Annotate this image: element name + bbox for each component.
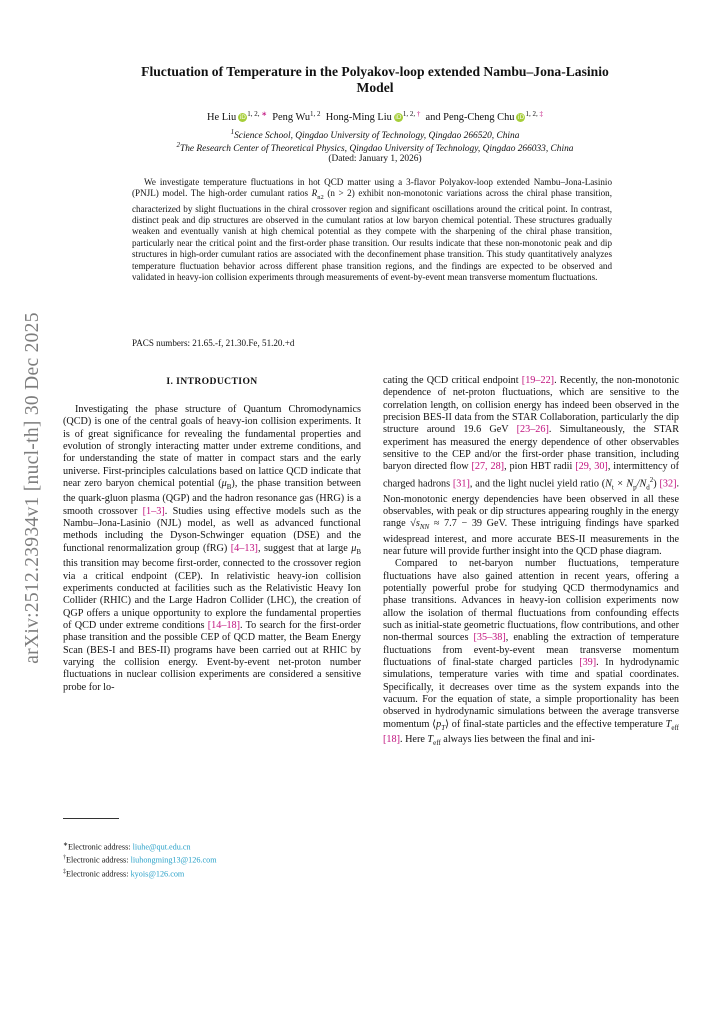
author-name: Peng-Cheng Chu <box>443 112 515 123</box>
dated-line: (Dated: January 1, 2026) <box>328 154 422 164</box>
affiliation-1 <box>70 128 680 141</box>
abstract-text: exhibit non-monotonic variations across the chiral phase transition, characterized by slight fluctuations in the chiral crossover region and significant oscillations around the critical point. In contrast, distinct peak and dip structures are observed in the cumulant ratios at low baryon chemical potential. These structures gradually weaken and eventually vanish at high chemical potential as they compete with the sharpening of the chiral phase transition, particularly near the critical point and the first-order phase transition. Our results indicate that these non-monotonic peak and dip structures in high-order cumulant ratios are associated with the deconfinement phase transition. This study quantitatively analyzes temperature fluctuation behavior across different phase transition regions, and the findings are expected to be observed and validated in heavy-ion collision experiments through measurements of event-by-event mean transverse momentum fluctuations. <box>132 188 612 283</box>
paragraph <box>383 375 679 558</box>
body-text: cating the QCD critical endpoint <box>383 375 522 386</box>
arxiv-stamp-text: arXiv:2512.23934v1 [nucl-th] 30 Dec 2025 <box>22 312 43 664</box>
math-ratio: /N <box>636 478 647 490</box>
citation-link[interactable]: [23–26] <box>516 424 549 436</box>
author-footnote-mark[interactable]: ∗ <box>261 110 268 118</box>
footnote-label: Electronic address: <box>66 856 131 866</box>
footnote-mark: † <box>63 855 66 862</box>
body-text: , and the light nuclei yield ratio ( <box>469 478 606 490</box>
body-text: . Recently, the non-monotonic dependence of net-proton fluctuations, which are sensitive to the correlation length, on collision energy has indeed been observed in the precision BES-II data from the STAR Collaboration, particularly the dip structure around 19.6 GeV <box>383 375 680 436</box>
footnotes <box>63 840 217 880</box>
body-text: . In hydrodynamic simulations, temperature varies with time and spatial coordinates. Specifically, it decreases over time as the system expands into the vacuum. For the equation of state, a simple proportionality has been observed in hydrodynamic simulations between the average transverse momentum ⟨ <box>383 657 679 730</box>
author-list <box>70 110 680 123</box>
body-text: always lies between the final and ini- <box>440 734 595 746</box>
footnote-divider <box>63 818 119 819</box>
body-text: ≈ 7.7 − 39 GeV. These intriguing findings have sparked widespread interest, and more accurate BES-II measurements in the near future will provide further insight into the QCD phase diagram. <box>383 518 680 557</box>
math-pt: p <box>436 718 442 730</box>
body-text: Investigating the phase structure of Quantum Chromodynamics (QCD) is one of the central goals of heavy-ion collision experiments. It is of great significance for revealing the fundamental properties and evolution of strongly interacting matter under extreme conditions, and for understanding the state of matter in compact stars and the early universe. First-principles calculations based on lattice QCD indicate that near zero baryon chemical potential ( <box>63 404 361 490</box>
author-affil-sup: 1, 2, <box>525 110 540 118</box>
title-line-2: Model <box>356 80 394 95</box>
citation-link[interactable]: [19–22] <box>521 375 555 386</box>
email-link[interactable]: liuhe@qut.edu.cn <box>132 842 191 852</box>
footnote-mark: ∗ <box>63 842 69 848</box>
paragraph <box>63 404 361 694</box>
author-affil-sup: 1, 2 <box>310 110 321 118</box>
title-line-1: Fluctuation of Temperature in the Polyakov-loop extended Nambu–Jona-Lasinio <box>141 64 609 79</box>
math-sub: B <box>356 547 361 556</box>
citation-link[interactable]: [1–3] <box>142 505 165 517</box>
math-sub: NN <box>419 523 430 532</box>
author-footnote-mark[interactable]: ‡ <box>539 110 543 118</box>
citation-link[interactable]: [32] <box>659 478 677 490</box>
footnote <box>63 867 217 880</box>
math-mu: μ <box>351 542 357 554</box>
email-link[interactable]: liuhongming13@126.com <box>130 856 217 866</box>
abstract-math-sub: n2 <box>317 194 324 202</box>
affiliation-text: Science School, Qingdao University of Technology, Qingdao 266520, China <box>234 131 520 141</box>
email-link[interactable]: kyois@126.com <box>130 869 185 879</box>
footnote <box>63 853 217 866</box>
math-sub: eff <box>671 723 679 732</box>
author-footnote-mark[interactable]: † <box>416 110 421 118</box>
abstract-math: R <box>311 188 318 199</box>
math-ratio: ) <box>653 478 657 490</box>
footnote-mark: ‡ <box>63 868 66 875</box>
math-sup: 2 <box>649 475 654 484</box>
paragraph <box>383 558 679 749</box>
section-heading: I. INTRODUCTION <box>166 376 258 387</box>
body-text: , pion HBT radii <box>504 461 576 473</box>
body-text: . Non-monotonic energy dependencies have been observed in all these observables, with peak or dip structures appearing roughly in the energy range <box>383 478 680 530</box>
author-name: Hong-Ming Liu <box>325 112 392 123</box>
math-sub: t <box>611 483 614 492</box>
paper-title <box>70 64 680 96</box>
math-teff: T <box>665 718 672 730</box>
affiliation-sup: 1 <box>230 128 235 136</box>
affiliation-sup: 2 <box>176 141 181 149</box>
math-sqrt: √s <box>410 518 420 530</box>
body-text: . Here <box>399 734 428 746</box>
body-text: Compared to net-baryon number fluctuations, temperature fluctuations have also gained attention in recent years, offering a potentially powerful probe for studying QCD thermodynamics and phase transitions. Advances in heavy-ion collision experiments now allow the isolation of thermal fluctuations from confounding effects such as initial-state geometric fluctuations, flow contributions, and other non-thermal sources <box>383 558 679 644</box>
abstract <box>132 177 612 283</box>
right-column <box>383 375 679 749</box>
orcid-icon[interactable]: iD <box>517 114 525 121</box>
author-name: He Liu <box>207 112 237 123</box>
footnote-label: Electronic address: <box>66 869 131 879</box>
orcid-icon[interactable]: iD <box>239 114 246 121</box>
abstract-math: (n > 2) <box>323 188 355 199</box>
math-sub: B <box>226 483 232 492</box>
pacs-numbers: PACS numbers: 21.65.-f, 21.30.Fe, 51.20.+d <box>132 338 295 348</box>
body-text: this transition may become first-order, connected to the crossover region via a critical endpoint (CEP). In relativistic heavy-ion collision experiments conducted at facilities such as the Relativistic Heavy Ion Collider (RHIC) and the Large Hadron Collider (LHC), the creation of QGP offers a unique opportunity to explore the fundamental properties of QCD under extreme conditions <box>63 558 361 631</box>
body-text: ), the phase transition between the quark-gluon plasma (QGP) and the hadron resonance gas (HRG) is a smooth crossover <box>63 478 361 517</box>
body-text: , suggest that at large <box>257 542 352 554</box>
math-ratio: × N <box>613 478 634 490</box>
affiliation-2 <box>70 141 680 154</box>
math-sub: T <box>441 723 446 732</box>
body-text: . Simultaneously, the STAR experiment has measured the energy dependence of other observables sensitive to the CEP and/or the first-order phase transition, including baryon directed flow <box>383 424 679 473</box>
citation-link[interactable]: [39] <box>579 657 597 669</box>
body-text: , enabling the extraction of temperature fluctuations from event-by-event mean transverse momentum fluctuations of final-state charged particles <box>383 632 680 669</box>
citation-link[interactable]: [14–18] <box>207 619 241 631</box>
body-text: . Studies using effective models such as the Nambu–Jona-Lasinio (NJL) model, as well as advanced functional methods including the Dyson-Schwinger equation (DSE) and the functional renormalization group (fRG) <box>63 505 361 554</box>
footnote <box>63 840 217 853</box>
body-text: . To search for the first-order phase transition and the possible CEP of QCD matter, the Beam Energy Scan (BES-I and BES-II) programs have been carried out at RHIC by varying the collision energy. Event-by-event net-proton number fluctuations in nuclear collision experiments are considered a sensitive probe for lo- <box>63 619 361 693</box>
left-column <box>63 404 361 694</box>
math-sub: eff <box>433 739 441 748</box>
author-affil-sup: 1, 2, <box>247 110 262 118</box>
arxiv-stamp <box>18 278 48 698</box>
citation-link[interactable]: [4–13] <box>230 542 258 554</box>
citation-link[interactable]: [35–38] <box>473 632 506 644</box>
math-ratio: N <box>605 478 612 490</box>
citation-link[interactable]: [18] <box>383 734 400 746</box>
math-mu: μ <box>221 478 227 490</box>
math-teff: T <box>427 734 434 746</box>
orcid-icon[interactable]: iD <box>395 114 402 121</box>
citation-link[interactable]: [29, 30] <box>575 461 608 473</box>
citation-link[interactable]: [31] <box>452 478 470 490</box>
citation-link[interactable]: [27, 28] <box>471 461 505 473</box>
abstract-text: We investigate temperature fluctuations in hot QCD matter using a 3-flavor Polyakov-loop extended Nambu–Jona-Lasinio (PNJL) model. The high-order cumulant ratios <box>132 177 612 199</box>
affiliation-text: The Research Center of Theoretical Physics, Qingdao University of Technology, Qingdao 266033, China <box>180 144 574 154</box>
body-text: , intermittency of charged hadrons <box>383 461 679 490</box>
body-text: ⟩ of final-state particles and the effective temperature <box>445 718 666 730</box>
author-affil-sup: 1, 2, <box>402 110 417 118</box>
math-sub: d <box>646 483 650 492</box>
author-conjunction: and <box>425 112 441 123</box>
math-sub: p <box>633 483 637 492</box>
footnote-label: Electronic address: <box>68 842 133 852</box>
author-name: Peng Wu <box>272 112 311 123</box>
